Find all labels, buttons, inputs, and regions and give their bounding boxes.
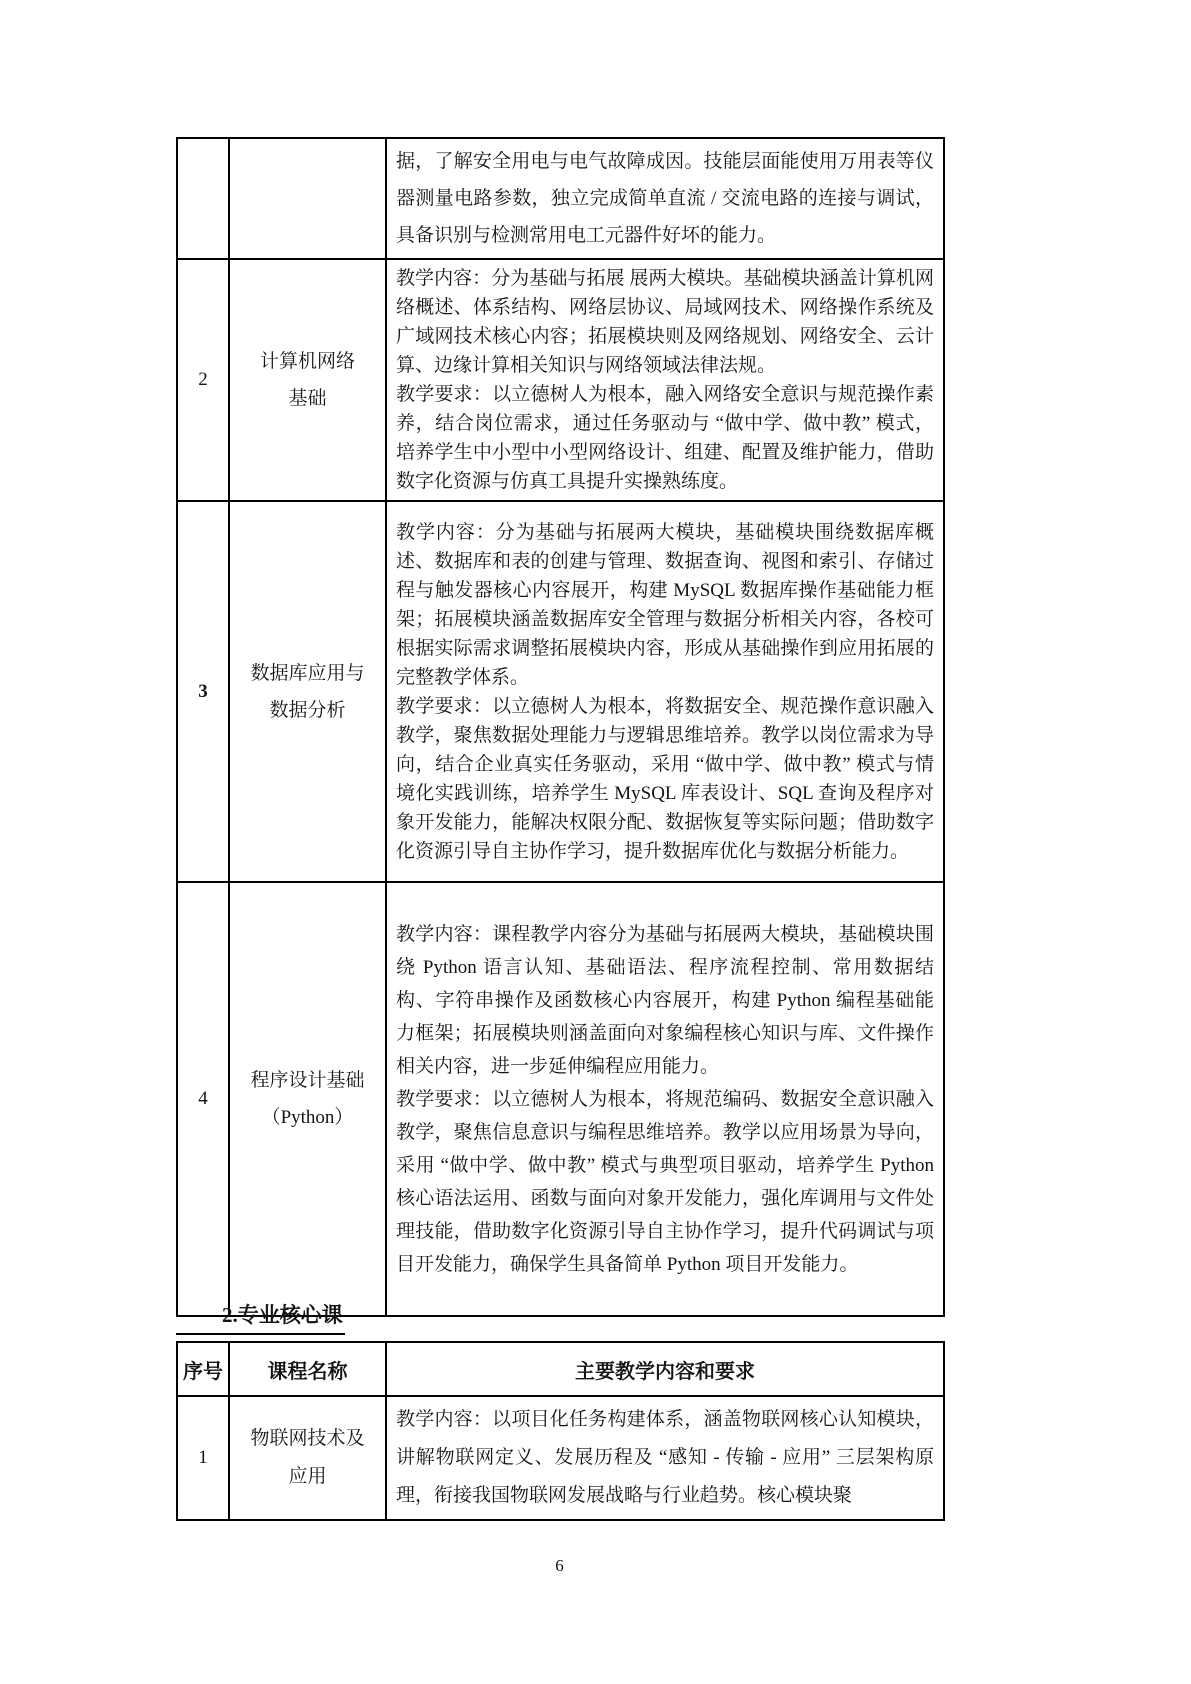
table-row [177,259,944,501]
course-content-cell [386,138,944,259]
course-name-line: 应用 [288,1466,327,1487]
paragraph-teaching-requirements: 教学要求：以立德树人为根本，将规范编码、数据安全意识融入教学，聚焦信息意识与编程思维培养。教学以应用场景为导向，采用 “做中学、做中教” 模式与典型项目驱动，培养学生 Python 核心语法运用、函数与面向对象开发能力，强化库调用与文件处理技能，借助数字化资源引导自主协作学习，提升代码调试与项目开发能力，确保学生具备简单 Python 项目开发能力。 [396,1088,934,1275]
column-header-main-content: 主要教学内容和要求 [386,1342,944,1396]
course-name-line: 数据库应用与 [250,662,365,684]
course-name-cell [229,882,386,1316]
paragraph-teaching-content: 教学内容：以项目化任务构建体系，涵盖物联网核心认知模块，讲解物联网定义、发展历程及 “感知 - 传输 - 应用” 三层架构原理，衔接我国物联网发展战略与行业趋势。核心模块聚 [396,1409,934,1506]
row-number-cell [177,138,229,259]
course-name-cell [229,138,386,259]
paragraph-teaching-requirements: 教学要求：以立德树人为根本，融入网络安全意识与规范操作素养，结合岗位需求，通过任务驱动与 “做中学、做中教” 模式，培养学生中小型中小型网络设计、组建、配置及维护能力，借助数字化资源与仿真工具提升实操熟练度。 [396,384,934,492]
course-content-cell [386,259,944,501]
paragraph-teaching-requirements: 教学要求：以立德树人为根本，将数据安全、规范操作意识融入教学，聚焦数据处理能力与逻辑思维培养。教学以岗位需求为导向，结合企业真实任务驱动，采用 “做中学、做中教” 模式与情境化实践训练，培养学生 MySQL 库表设计、SQL 查询及程序对象开发能力，能解决权限分配、数据恢复等实际问题；借助数字化资源引导自主协作学习，提升数据库优化与数据分析能力。 [396,695,934,862]
paragraph-continuation: 据，了解安全用电与电气故障成因。技能层面能使用万用表等仪器测量电路参数，独立完成简单直流 / 交流电路的连接与调试，具备识别与检测常用电工元器件好坏的能力。 [396,151,934,246]
column-header-course-name: 课程名称 [229,1342,386,1396]
row-number-cell: 2 [177,259,229,501]
table-header-row [177,1342,944,1396]
course-name-line: 程序设计基础 [250,1070,365,1091]
professional-basic-courses-table [176,137,945,1317]
course-name-line: 计算机网络 [259,351,355,372]
course-name-cell [229,1396,386,1520]
paragraph-teaching-content: 教学内容：分为基础与拓展两大模块，基础模块围绕数据库概述、数据库和表的创建与管理、数据查询、视图和索引、存储过程与触发器核心内容展开，构建 MySQL 数据库操作基础能力框架；拓展模块涵盖数据库安全管理与数据分析相关内容，各校可根据实际需求调整拓展模块内容，形成从基础操作到应用拓展的完整教学体系。 [396,521,934,688]
course-name-cell [229,259,386,501]
table-row [177,138,944,259]
page-number: 6 [555,1556,564,1575]
table-row [177,1396,944,1520]
course-content-cell [386,501,944,882]
table-row [177,501,944,882]
paragraph-teaching-content: 教学内容：分为基础与拓展 展两大模块。基础模块涵盖计算机网络概述、体系结构、网络层协议、局域网技术、网络操作系统及广域网技术核心内容；拓展模块则及网络规划、网络安全、云计算、边缘计算相关知识与网络领域法律法规。 [396,268,934,376]
course-name-line: 物联网技术及 [250,1428,365,1449]
course-name-line: 基础 [288,388,327,409]
course-content-cell [386,1396,944,1520]
row-number-cell: 3 [177,501,229,882]
column-header-number: 序号 [177,1342,229,1396]
professional-core-courses-table [176,1341,945,1521]
course-content-cell [386,882,944,1316]
section-2-heading [176,1298,345,1335]
table-row [177,882,944,1316]
paragraph-teaching-content: 教学内容：课程教学内容分为基础与拓展两大模块，基础模块围绕 Python 语言认知、基础语法、程序流程控制、常用数据结构、字符串操作及函数核心内容展开，构建 Python 编程基础能力框架；拓展模块则涵盖面向对象编程核心知识与库、文件操作相关内容，进一步延伸编程应用能力。 [396,923,934,1077]
course-name-cell [229,501,386,882]
course-name-line: 数据分析 [269,699,346,721]
section-2-heading-text: 2.专业核心课 [176,1298,345,1335]
row-number-cell: 4 [177,882,229,1316]
row-number-cell: 1 [177,1396,229,1520]
course-name-line: （Python） [261,1107,354,1128]
